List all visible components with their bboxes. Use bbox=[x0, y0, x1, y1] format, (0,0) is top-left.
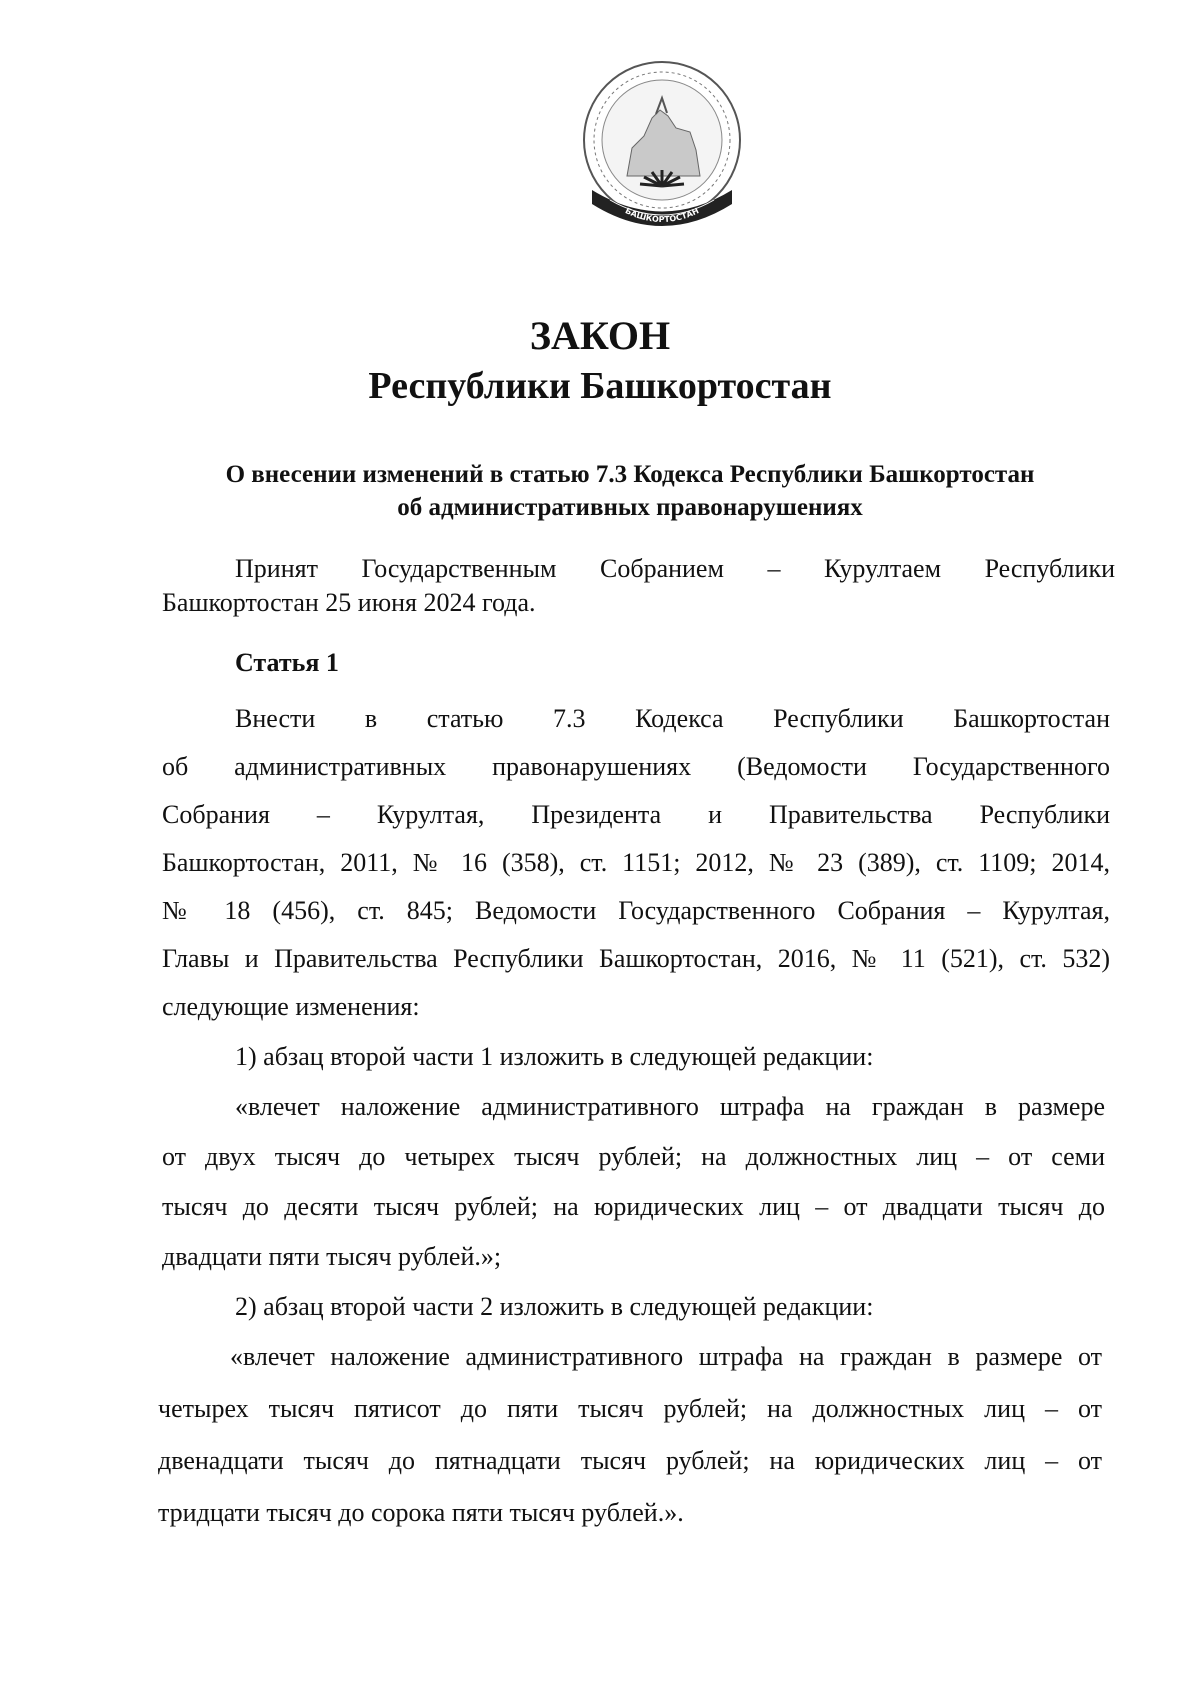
item-1-quote-line: «влечет наложение административного штрафа на граждан в размере bbox=[235, 1092, 1105, 1121]
item-2-title: 2) абзац второй части 2 изложить в следующей редакции: bbox=[235, 1292, 874, 1321]
item-2-quote-line: тридцати тысяч до сорока пяти тысяч рублей.». bbox=[158, 1498, 684, 1527]
article-intro-line: Собрания – Курултая, Президента и Правительства Республики bbox=[162, 800, 1110, 829]
article-intro-line: следующие изменения: bbox=[162, 992, 420, 1021]
article-title: Статья 1 bbox=[235, 648, 339, 677]
document-subtitle: Республики Башкортостан bbox=[368, 365, 832, 407]
item-2-quote-line: «влечет наложение административного штрафа на граждан в размере от bbox=[230, 1342, 1102, 1371]
article-intro-line: Главы и Правительства Республики Башкортостан, 2016, № 11 (521), ст. 532) bbox=[162, 944, 1110, 973]
item-1-title: 1) абзац второй части 1 изложить в следующей редакции: bbox=[235, 1042, 874, 1071]
item-1-quote-line: двадцати пяти тысяч рублей.»; bbox=[162, 1242, 502, 1271]
bashkortostan-emblem bbox=[572, 58, 752, 248]
article-intro-line: об административных правонарушениях (Ведомости Государственного bbox=[162, 752, 1110, 781]
adoption-line-1: Принят Государственным Собранием – Курултаем Республики bbox=[235, 554, 1115, 583]
article-intro-line: Внести в статью 7.3 Кодекса Республики Башкортостан bbox=[235, 704, 1110, 733]
emblem-label: БАШКОРТОСТАН bbox=[623, 206, 701, 225]
article-intro-line: № 18 (456), ст. 845; Ведомости Государственного Собрания – Курултая, bbox=[162, 896, 1110, 925]
document-title: ЗАКОН bbox=[529, 313, 671, 358]
law-heading-line-2: об административных правонарушениях bbox=[397, 494, 863, 521]
article-intro-line: Башкортостан, 2011, № 16 (358), ст. 1151; 2012, № 23 (389), ст. 1109; 2014, bbox=[162, 848, 1110, 877]
item-2-quote-line: двенадцати тысяч до пятнадцати тысяч рублей; на юридических лиц – от bbox=[158, 1446, 1102, 1475]
law-heading-line-1: О внесении изменений в статью 7.3 Кодекса Республики Башкортостан bbox=[225, 461, 1035, 488]
item-1-quote-line: тысяч до десяти тысяч рублей; на юридических лиц – от двадцати тысяч до bbox=[162, 1192, 1105, 1221]
adoption-line-2: Башкортостан 25 июня 2024 года. bbox=[162, 588, 536, 617]
item-1-quote-line: от двух тысяч до четырех тысяч рублей; на должностных лиц – от семи bbox=[162, 1142, 1105, 1171]
item-2-quote-line: четырех тысяч пятисот до пяти тысяч рублей; на должностных лиц – от bbox=[158, 1394, 1102, 1423]
